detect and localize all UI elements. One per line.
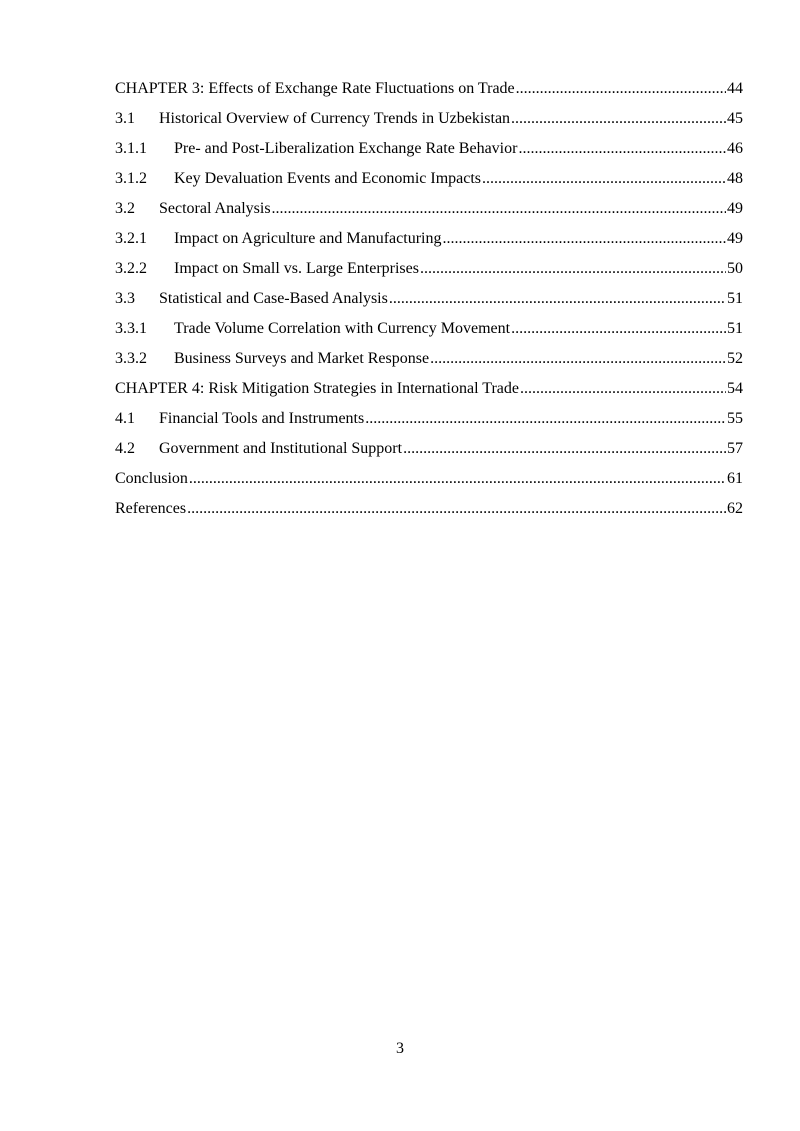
toc-entry-number: 3.2.1 <box>115 230 147 247</box>
toc-leader-dots <box>389 284 726 314</box>
toc-entry-page: 45 <box>727 110 743 127</box>
toc-entry-3-3-1[interactable] <box>115 314 743 344</box>
toc-leader-dots <box>187 494 726 524</box>
toc-entry-page: 54 <box>727 380 743 397</box>
toc-entry-title: Conclusion <box>115 470 188 487</box>
toc-entry-chapter-4[interactable] <box>115 374 743 404</box>
toc-entry-page: 51 <box>727 290 743 307</box>
toc-entry-3-3-2[interactable] <box>115 344 743 374</box>
toc-entry-3-2[interactable] <box>115 194 743 224</box>
toc-entry-title: Financial Tools and Instruments <box>159 410 365 427</box>
toc-entry-title: References <box>115 500 187 517</box>
toc-entry-number: 3.2 <box>115 200 135 217</box>
toc-entry-page: 49 <box>727 230 743 247</box>
toc-entry-references[interactable] <box>115 494 743 524</box>
toc-entry-page: 57 <box>727 440 743 457</box>
toc-leader-dots <box>430 344 726 374</box>
toc-leader-dots <box>442 224 726 254</box>
toc-entry-number: 3.1 <box>115 110 135 127</box>
toc-entry-4-1[interactable] <box>115 404 743 434</box>
toc-entry-number: 4.2 <box>115 440 135 457</box>
toc-entry-chapter-3[interactable] <box>115 74 743 104</box>
page-number: 3 <box>396 1040 404 1057</box>
toc-leader-dots <box>420 254 726 284</box>
toc-entry-number: 3.1.1 <box>115 140 147 157</box>
toc-leader-dots <box>518 134 726 164</box>
toc-entry-3-2-2[interactable] <box>115 254 743 284</box>
toc-entry-title: Trade Volume Correlation with Currency Movement <box>174 320 511 337</box>
toc-entry-title: Historical Overview of Currency Trends in Uzbekistan <box>159 110 511 127</box>
toc-entry-title: Statistical and Case-Based Analysis <box>159 290 388 307</box>
toc-entry-title: Sectoral Analysis <box>159 200 271 217</box>
toc-leader-dots <box>516 74 726 104</box>
toc-entry-title: Pre- and Post-Liberalization Exchange Rate Behavior <box>174 140 518 157</box>
toc-entry-page: 61 <box>727 470 743 487</box>
toc-entry-3-2-1[interactable] <box>115 224 743 254</box>
toc-leader-dots <box>511 314 726 344</box>
toc-leader-dots <box>482 164 726 194</box>
toc-entry-page: 51 <box>727 320 743 337</box>
table-of-contents <box>115 74 743 524</box>
toc-leader-dots <box>403 434 726 464</box>
toc-entry-number: 3.2.2 <box>115 260 147 277</box>
toc-leader-dots <box>511 104 726 134</box>
toc-entry-number: 4.1 <box>115 410 135 427</box>
toc-entry-page: 50 <box>727 260 743 277</box>
toc-entry-page: 55 <box>727 410 743 427</box>
toc-entry-3-3[interactable] <box>115 284 743 314</box>
toc-entry-number: 3.3 <box>115 290 135 307</box>
toc-entry-title: Key Devaluation Events and Economic Impacts <box>174 170 482 187</box>
toc-entry-number: 3.3.1 <box>115 320 147 337</box>
toc-entry-conclusion[interactable] <box>115 464 743 494</box>
toc-entry-page: 62 <box>727 500 743 517</box>
toc-entry-3-1[interactable] <box>115 104 743 134</box>
toc-entry-title: Business Surveys and Market Response <box>174 350 430 367</box>
toc-leader-dots <box>272 194 726 224</box>
toc-entry-page: 44 <box>727 80 743 97</box>
toc-entry-title: CHAPTER 3: Effects of Exchange Rate Fluctuations on Trade <box>115 80 515 97</box>
toc-leader-dots <box>520 374 726 404</box>
toc-entry-number: 3.1.2 <box>115 170 147 187</box>
toc-entry-title: Impact on Small vs. Large Enterprises <box>174 260 419 277</box>
toc-leader-dots <box>365 404 726 434</box>
toc-entry-page: 52 <box>727 350 743 367</box>
toc-entry-3-1-2[interactable] <box>115 164 743 194</box>
toc-leader-dots <box>189 464 726 494</box>
toc-entry-page: 46 <box>727 140 743 157</box>
toc-entry-page: 49 <box>727 200 743 217</box>
toc-entry-4-2[interactable] <box>115 434 743 464</box>
toc-entry-title: CHAPTER 4: Risk Mitigation Strategies in International Trade <box>115 380 519 397</box>
toc-entry-3-1-1[interactable] <box>115 134 743 164</box>
toc-entry-title: Impact on Agriculture and Manufacturing <box>174 230 442 247</box>
toc-entry-title: Government and Institutional Support <box>159 440 403 457</box>
toc-entry-number: 3.3.2 <box>115 350 147 367</box>
toc-entry-page: 48 <box>727 170 743 187</box>
